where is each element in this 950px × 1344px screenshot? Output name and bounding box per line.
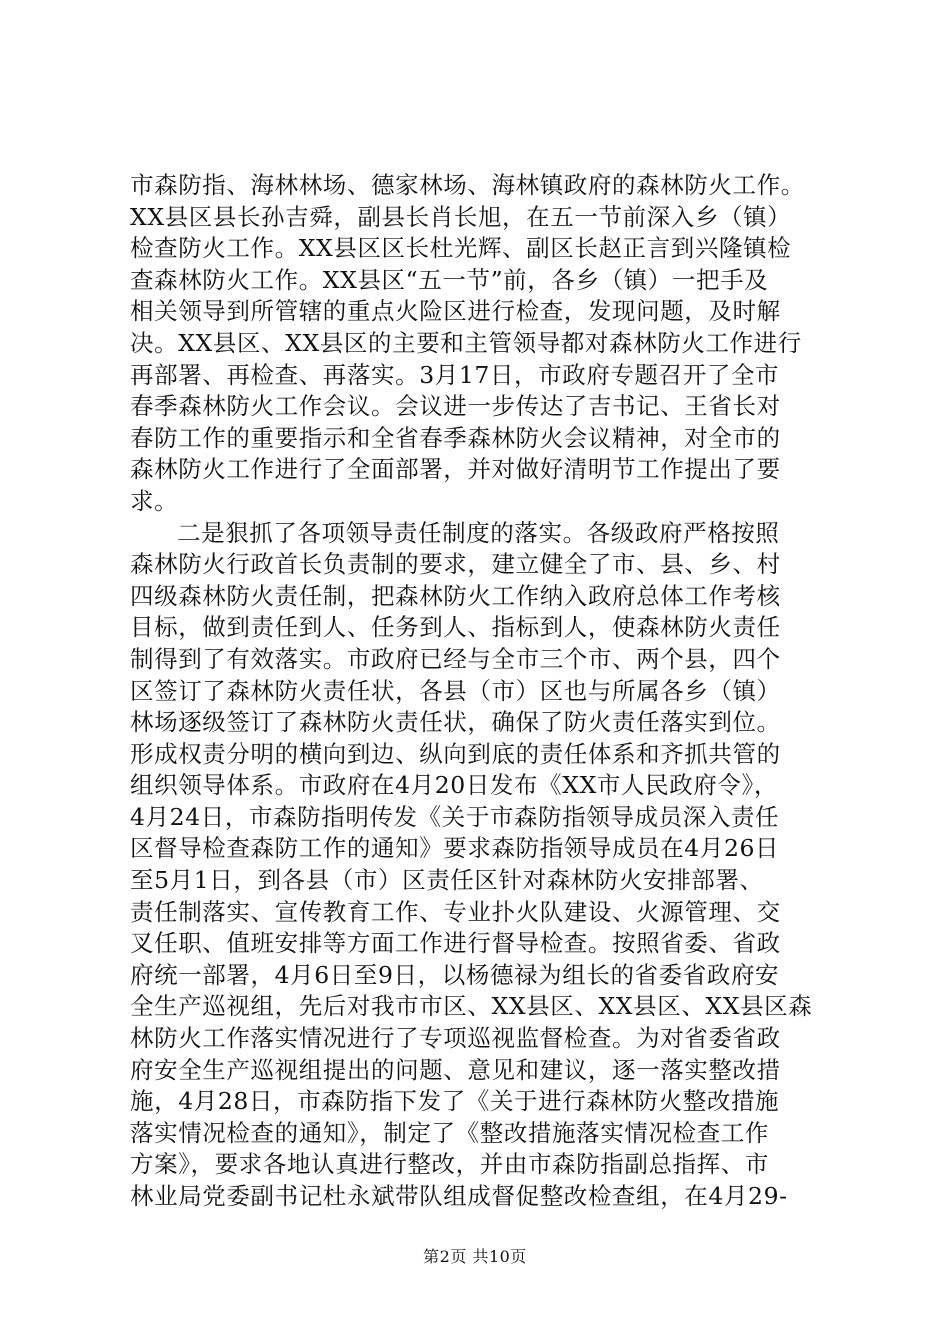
text-line: 求。 [130,486,179,515]
document-body [130,170,828,1213]
paragraph [130,518,828,1213]
text-line: 府统一部署，4月6日至9日，以杨德禄为组长的省委省政府安 [130,960,780,989]
text-line: 府安全生产巡视组提出的问题、意见和建议，逐一落实整改措 [130,1055,781,1084]
text-line: 林业局党委副书记杜永斌带队组成督促整改检查组，在4月29- [130,1182,788,1210]
text-line: XX县区县长孙吉舜，副县长肖长旭，在五一节前深入乡（镇） [130,202,792,231]
text-line: 林场逐级签订了森林防火责任状，确保了防火责任落实到位。 [130,708,781,737]
text-line: 制得到了有效落实。市政府已经与全市三个市、两个县，四个 [130,644,781,673]
text-line: 森林防火行政首长负责制的要求，建立健全了市、县、乡、村 [130,550,781,579]
text-line: 相关领导到所管辖的重点火险区进行检查，发现问题，及时解 [130,297,781,326]
text-line: 至5月1日，到各县（市）区责任区针对森林防火安排部署、 [130,866,764,895]
text-line: 林防火工作落实情况进行了专项巡视监督检查。为对省委省政 [130,1024,781,1053]
text-line: 方案》，要求各地认真进行整改，并由市森防指副总指挥、市 [130,1150,769,1179]
page-footer: 第2页 共10页 [423,1247,527,1266]
text-line: 二是狠抓了各项领导责任制度的落实。各级政府严格按照 [177,518,780,547]
paragraph [130,170,828,518]
text-line: 四级森林防火责任制，把森林防火工作纳入政府总体工作考核 [130,581,781,610]
text-line: 检查防火工作。XX县区区长杜光辉、副区长赵正言到兴隆镇检 [130,234,792,263]
text-line: 组织领导体系。市政府在4月20日发布《XX市人民政府令》， [130,771,778,800]
text-line: 目标，做到责任到人、任务到人、指标到人，使森林防火责任 [130,613,781,642]
text-line: 查森林防火工作。XX县区“五一节”前，各乡（镇）一把手及 [130,265,769,294]
text-line: 全生产巡视组，先后对我市市区、XX县区、XX县区、XX县区森 [130,992,813,1021]
text-line: 责任制落实、宣传教育工作、专业扑火队建设、火源管理、交 [130,897,781,926]
text-line: 区督导检查森防工作的通知》要求森防指领导成员在4月26日 [130,834,780,863]
text-line: 春季森林防火工作会议。会议进一步传达了吉书记、王省长对 [130,392,781,421]
text-line: 森林防火工作进行了全面部署，并对做好清明节工作提出了要 [130,455,781,484]
text-line: 市森防指、海林林场、德家林场、海林镇政府的森林防火工作。 [130,171,805,199]
text-line: 施，4月28日，市森防指下发了《关于进行森林防火整改措施 [130,1087,780,1116]
text-line: 区签订了森林防火责任状，各县（市）区也与所属各乡（镇） [130,676,781,705]
text-line: 落实情况检查的通知》，制定了《整改措施落实情况检查工作 [130,1118,769,1147]
text-line: 4月24日，市森防指明传发《关于市森防指领导成员深入责任 [130,802,780,831]
text-line: 形成权责分明的横向到边、纵向到底的责任体系和齐抓共管的 [130,739,781,768]
text-line: 决。XX县区、XX县区的主要和主管领导都对森林防火工作进行 [130,328,802,357]
text-line: 春防工作的重要指示和全省春季森林防火会议精神，对全市的 [130,423,781,452]
text-line: 叉任职、值班安排等方面工作进行督导检查。按照省委、省政 [130,929,781,958]
text-line: 再部署、再检查、再落实。3月17日，市政府专题召开了全市 [130,360,780,389]
